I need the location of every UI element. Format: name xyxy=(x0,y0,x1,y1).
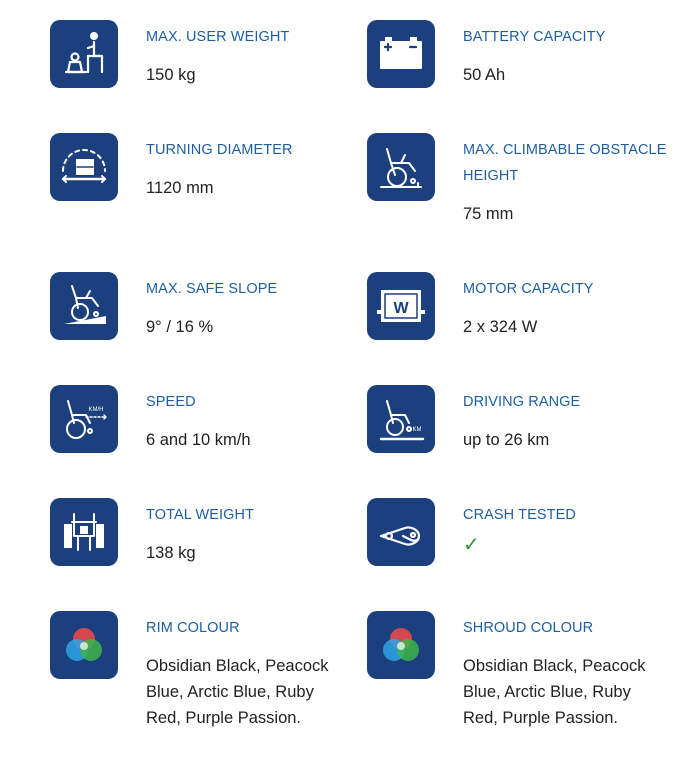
crash-test-icon xyxy=(367,498,435,566)
colour-wheel-icon xyxy=(367,611,435,679)
user-weight-icon xyxy=(50,20,118,88)
spec-value: 75 mm xyxy=(463,205,514,223)
spec-label: MAX. USER WEIGHT xyxy=(146,29,290,45)
spec-label: BATTERY CAPACITY xyxy=(463,29,606,45)
turning-diameter-icon xyxy=(50,133,118,201)
spec-label: MAX. CLIMBABLE OBSTACLE HEIGHT xyxy=(463,142,667,184)
check-icon: ✓ xyxy=(463,534,480,556)
slope-icon xyxy=(50,272,118,340)
total-weight-icon xyxy=(50,498,118,566)
spec-label: TOTAL WEIGHT xyxy=(146,507,255,523)
spec-value: 150 kg xyxy=(146,66,196,84)
spec-label: CRASH TESTED xyxy=(463,507,576,523)
spec-label: MOTOR CAPACITY xyxy=(463,281,594,297)
speed-icon xyxy=(50,385,118,453)
spec-value: 9° / 16 % xyxy=(146,318,214,336)
spec-value: Obsidian Black, Peacock Blue, Arctic Blue, Ruby Red, Purple Passion. xyxy=(146,657,329,727)
spec-value: 6 and 10 km/h xyxy=(146,431,251,449)
motor-icon-text: W xyxy=(393,300,409,317)
battery-icon xyxy=(367,20,435,88)
spec-label: DRIVING RANGE xyxy=(463,394,581,410)
obstacle-icon xyxy=(367,133,435,201)
spec-label: MAX. SAFE SLOPE xyxy=(146,281,278,297)
spec-value: 138 kg xyxy=(146,544,196,562)
speed-icon-text: KM/H xyxy=(88,407,104,413)
spec-value: up to 26 km xyxy=(463,431,550,449)
spec-label: TURNING DIAMETER xyxy=(146,142,293,158)
spec-value: Obsidian Black, Peacock Blue, Arctic Blue, Ruby Red, Purple Passion. xyxy=(463,657,646,727)
driving-range-icon xyxy=(367,385,435,453)
motor-icon xyxy=(367,272,435,340)
spec-value: 1120 mm xyxy=(146,179,214,197)
spec-value: 2 x 324 W xyxy=(463,318,538,336)
spec-label: SHROUD COLOUR xyxy=(463,620,594,636)
colour-wheel-icon xyxy=(50,611,118,679)
spec-value: 50 Ah xyxy=(463,66,506,84)
spec-label: RIM COLOUR xyxy=(146,620,240,636)
spec-label: SPEED xyxy=(146,394,196,410)
driving-range-icon-text: KM xyxy=(412,427,422,433)
